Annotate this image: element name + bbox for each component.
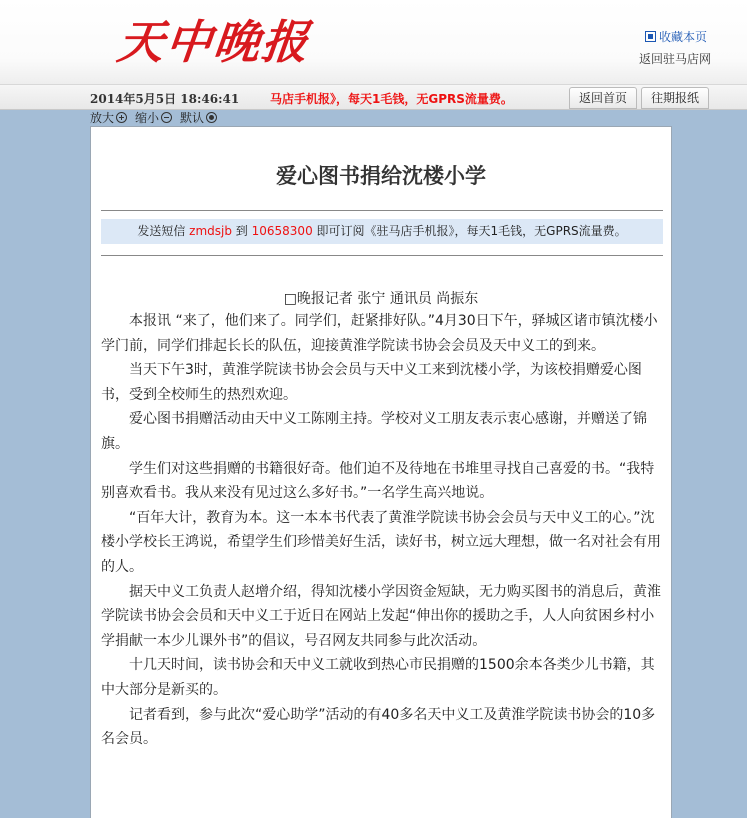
sms-code: zmdsjb <box>189 224 232 238</box>
sms-text-pre: 发送短信 <box>137 224 190 238</box>
article-body <box>101 309 666 752</box>
bookmark-icon <box>645 31 656 42</box>
zoom-out-label[interactable]: 缩小 <box>135 111 160 125</box>
zoom-in-icon[interactable] <box>116 112 127 123</box>
paragraph: 十几天时间，读书协会和天中义工就收到热心市民捐赠的1500余本各类少儿书籍，其中大部分是新买的。 <box>101 657 655 698</box>
article-title: 爱心图书捐给沈楼小学 <box>276 163 486 188</box>
paragraph: 据天中义工负责人赵增介绍，得知沈楼小学因资金短缺，无力购买图书的消息后，黄淮学院读书协会会员和天中义工于近日在网站上发起“伸出你的援助之手，人人向贫困乡村小学捐献一本少儿课外书”的倡议，号召网友共同参与此次活动。 <box>101 583 661 649</box>
sms-text-mid: 到 <box>231 224 252 238</box>
zoom-out-icon[interactable] <box>161 112 172 123</box>
date-bar <box>0 84 747 110</box>
title-divider <box>101 210 663 211</box>
paragraph: 记者看到，参与此次“爱心助学”活动的有40多名天中义工及黄淮学院读书协会的10多名会员。 <box>101 706 656 748</box>
paragraph: 本报讯 “来了，他们来了。同学们，赶紧排好队。”4月30日下午，驿城区诸市镇沈楼小学门前，同学们排起长长的队伍，迎接黄淮学院读书协会会员及天中义工的到来。 <box>101 313 658 354</box>
paragraph: “百年大计，教育为本。这一本本书代表了黄淮学院读书协会会员与天中义工的心。”沈楼小学校长王鸿说，希望学生们珍惜美好生活，读好书，树立远大理想，做一名对社会有用的人。 <box>101 509 661 575</box>
sms-subscribe-banner <box>101 219 663 244</box>
page-header <box>0 0 747 84</box>
paragraph: 学生们对这些捐赠的书籍很好奇。他们迫不及待地在书堆里寻找自己喜爱的书。“我特别喜欢看书。我从来没有见过这么多好书。”一名学生高兴地说。 <box>101 460 655 502</box>
sms-number: 10658300 <box>251 224 313 238</box>
newspaper-logo[interactable]: 天中晚报 <box>114 15 313 69</box>
bookmark-link[interactable] <box>645 28 707 45</box>
zoom-default-label[interactable]: 默认 <box>180 111 205 125</box>
article-panel <box>90 126 672 818</box>
article-byline: □晚报记者 张宁 通讯员 尚振东 <box>283 291 479 307</box>
paragraph: 爱心图书捐赠活动由天中义工陈刚主持。学校对义工朋友表示衷心感谢，并赠送了锦旗。 <box>101 411 647 452</box>
paragraph: 当天下午3时，黄淮学院读书协会会员与天中义工来到沈楼小学，为该校捐赠爱心图书，受到全校师生的热烈欢迎。 <box>101 362 642 403</box>
bookmark-label: 收藏本页 <box>659 30 708 44</box>
zoom-default-icon[interactable] <box>206 112 217 123</box>
zoom-controls <box>90 109 223 126</box>
promo-ticker[interactable]: 马店手机报》，每天1毛钱，无GPRS流量费。 <box>270 92 513 106</box>
back-to-site-link[interactable]: 返回驻马店网 <box>639 52 712 66</box>
banner-divider <box>101 255 663 256</box>
zoom-in-label[interactable]: 放大 <box>90 111 115 125</box>
sms-text-post: 即可订阅《驻马店手机报》，每天1毛钱，无GPRS流量费。 <box>312 224 627 238</box>
past-issues-button[interactable]: 往期报纸 <box>641 87 709 109</box>
current-date: 2014年5月5日 18:46:41 <box>90 92 240 106</box>
home-button[interactable]: 返回首页 <box>569 87 637 109</box>
